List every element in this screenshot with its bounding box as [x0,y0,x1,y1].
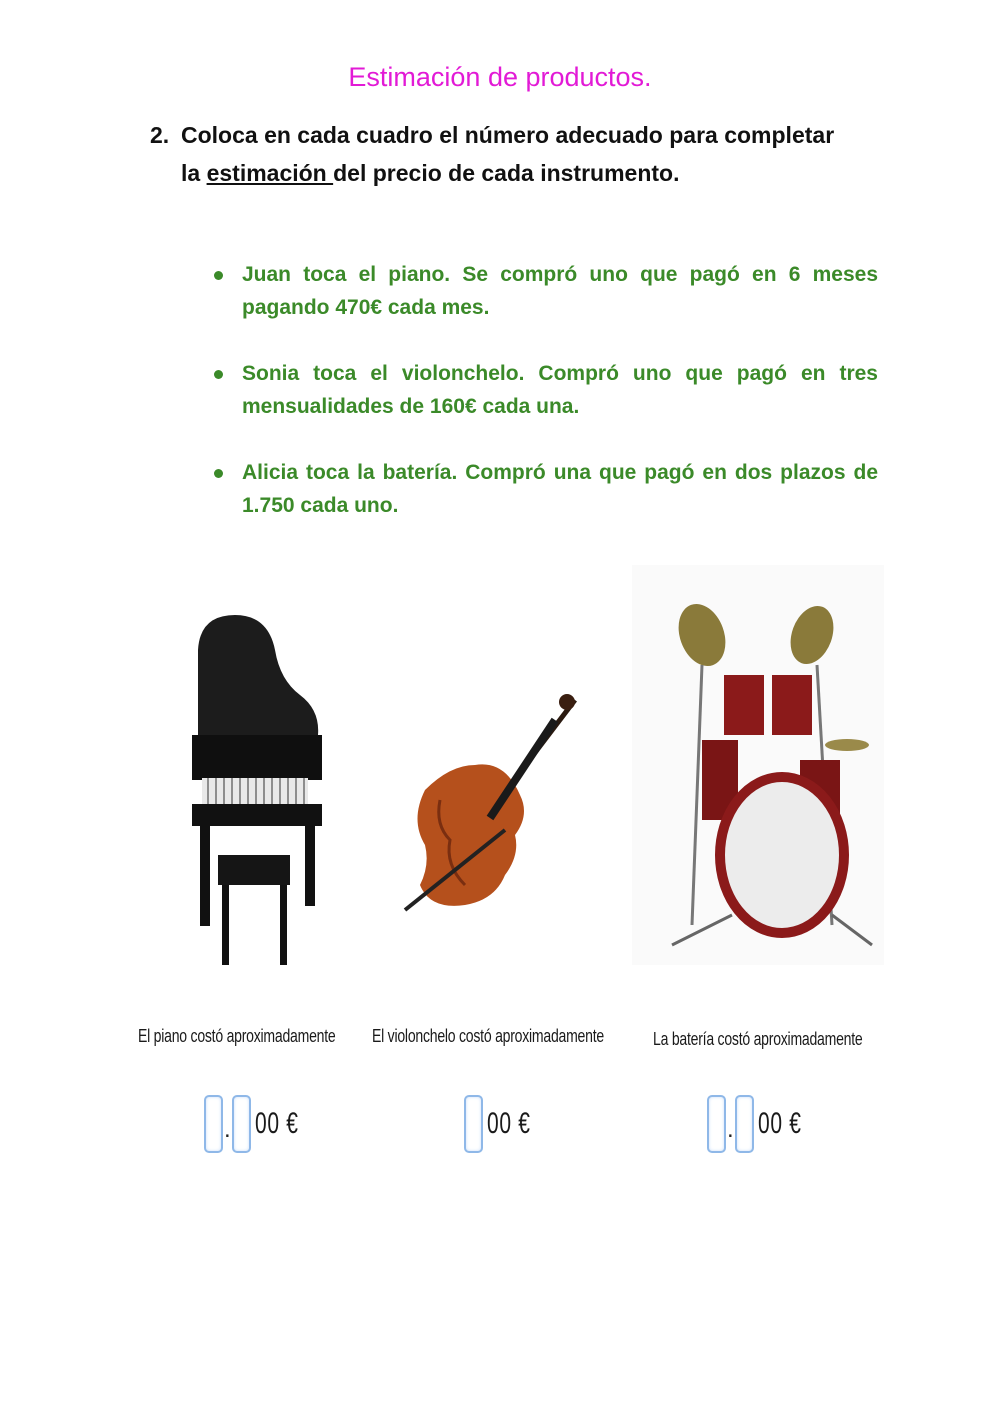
problem-text: Alicia toca la batería. Compró una que pagó en dos plazos de 1.750 cada uno. [242,461,878,517]
task-text-start: Coloca en cada cuadro el número adecuado para completar la [181,122,835,186]
task-text-end: del precio de cada instrumento. [333,160,680,186]
answer-suffix: 00 € [254,1107,299,1140]
bullet-icon [214,370,223,379]
answer-digit-input[interactable] [735,1095,754,1153]
problem-item-cello [212,357,878,423]
caption-piano: El piano costó aproximadamente [138,1026,336,1046]
answer-digit-input[interactable] [464,1095,483,1153]
thousands-separator: . [727,1116,734,1143]
cello-image [395,680,595,920]
answer-suffix: 00 € [757,1107,802,1140]
answer-digit-input[interactable] [707,1095,726,1153]
answer-drums [707,1094,820,1154]
problem-text: Sonia toca el violonchelo. Compró uno que pagó en tres mensualidades de 160€ cada una. [242,362,878,418]
answer-suffix: 00 € [487,1107,531,1140]
task-number: 2. [150,122,170,148]
task-instruction [150,116,850,192]
caption-drums: La batería costó aproximadamente [653,1029,863,1049]
page-title: Estimación de productos. [348,62,652,92]
thousands-separator: . [224,1116,231,1143]
problem-item-drums [212,456,878,522]
piano-image [180,610,330,970]
bullet-icon [214,271,223,280]
answer-piano [204,1094,317,1154]
task-underlined-word: estimación [206,160,334,186]
caption-cello: El violonchelo costó aproximadamente [372,1026,604,1046]
drum-kit-image [632,565,884,965]
problem-text: Juan toca el piano. Se compró uno que pagó en 6 meses pagando 470€ cada mes. [242,263,878,319]
answer-digit-input[interactable] [232,1095,251,1153]
problem-list [212,258,878,555]
bullet-icon [214,469,223,478]
answer-digit-input[interactable] [204,1095,223,1153]
answer-cello [464,1094,549,1154]
problem-item-piano [212,258,878,324]
